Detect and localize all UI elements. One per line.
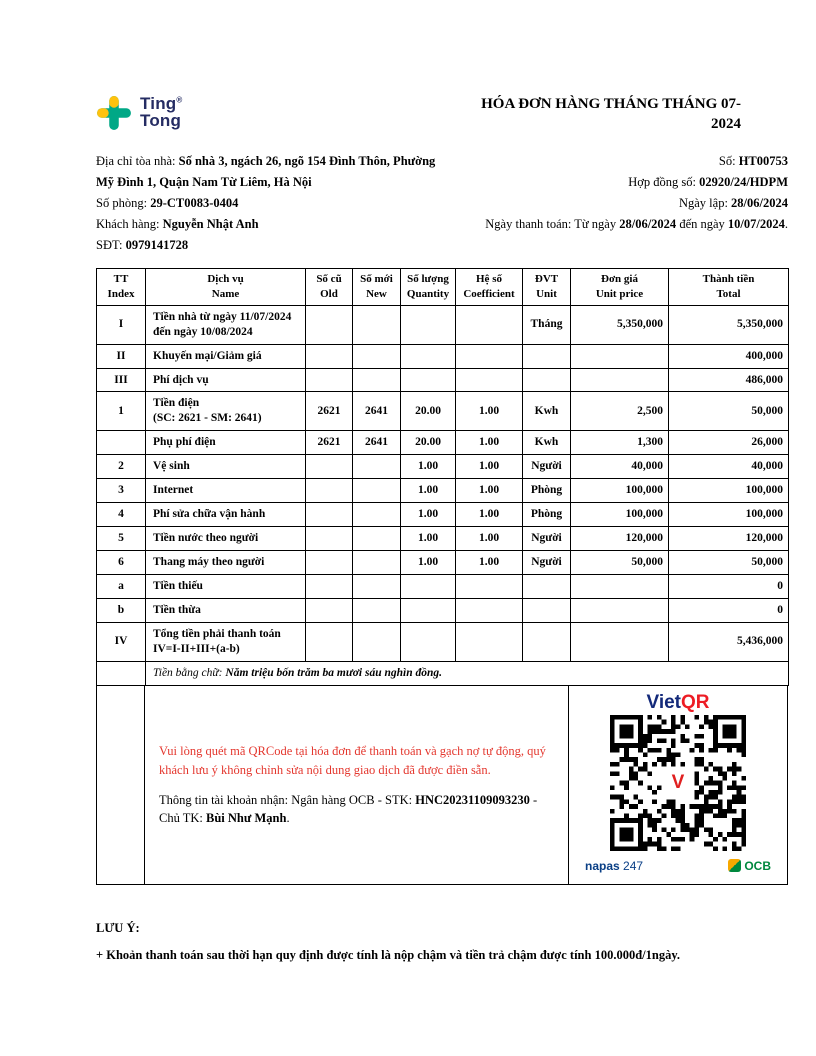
cell-index: IV — [97, 622, 146, 661]
column-header-unit: ĐVT Unit — [523, 269, 571, 306]
cell-index: I — [97, 305, 146, 344]
column-header-price: Đơn giá Unit price — [571, 269, 669, 306]
cell-old — [306, 551, 353, 575]
cell-index — [97, 661, 146, 685]
cell-new — [353, 598, 401, 622]
cell-unit: Phòng — [523, 479, 571, 503]
table-row — [97, 305, 789, 344]
cell-coef: 1.00 — [456, 527, 523, 551]
cell-old — [306, 305, 353, 344]
cell-name: Tiền nước theo người — [146, 527, 306, 551]
cell-total: 40,000 — [669, 455, 789, 479]
amount-in-words: Tiền bằng chữ: Năm triệu bốn trăm ba mươi sáu nghìn đồng. — [146, 661, 789, 685]
cell-price — [571, 368, 669, 392]
contract-number: Hợp đồng số: 02920/24/HDPM — [628, 175, 788, 189]
table-row — [97, 368, 789, 392]
customer-name-value: Nguyễn Nhật Anh — [162, 217, 259, 231]
cell-new: 2641 — [353, 431, 401, 455]
cell-new — [353, 479, 401, 503]
cell-price: 40,000 — [571, 455, 669, 479]
cell-index: 3 — [97, 479, 146, 503]
table-row — [97, 503, 789, 527]
cell-total: 0 — [669, 598, 789, 622]
cell-name: Tổng tiền phải thanh toán IV=I-II+III+(a-b) — [146, 622, 306, 661]
cell-qty — [401, 368, 456, 392]
qr-footer-logos — [569, 859, 787, 873]
vietqr-logo: VietQR — [646, 691, 710, 713]
cell-total: 100,000 — [669, 479, 789, 503]
late-payment-note: + Khoản thanh toán sau thời hạn quy định được tính là nộp chậm và tiền trả chậm được tính 100.000đ/1ngày. — [96, 948, 681, 963]
cell-total: 50,000 — [669, 551, 789, 575]
cell-name: Tiền nhà từ ngày 11/07/2024 đến ngày 10/08/2024 — [146, 305, 306, 344]
cell-coef: 1.00 — [456, 431, 523, 455]
tingtong-logo-icon — [96, 95, 132, 135]
ocb-icon — [728, 859, 741, 872]
customer-phone-value: 0979141728 — [125, 238, 189, 252]
cell-total: 400,000 — [669, 344, 789, 368]
table-row — [97, 551, 789, 575]
room-number — [96, 193, 474, 214]
cell-coef — [456, 574, 523, 598]
cell-index: 6 — [97, 551, 146, 575]
customer-phone-label: SĐT: — [96, 238, 123, 252]
invoice-meta-left — [96, 151, 474, 256]
column-header-new: Số mới New — [353, 269, 401, 306]
ocb-logo: OCB — [728, 859, 771, 873]
amount-in-words-row — [97, 661, 789, 685]
cell-total: 0 — [669, 574, 789, 598]
customer-name-label: Khách hàng: — [96, 217, 160, 231]
cell-price — [571, 344, 669, 368]
cell-old — [306, 598, 353, 622]
invoice-table-body — [97, 305, 789, 661]
cell-index: a — [97, 574, 146, 598]
cell-name: Phụ phí điện — [146, 431, 306, 455]
cell-new — [353, 455, 401, 479]
tingtong-logo — [96, 95, 182, 135]
cell-unit: Phòng — [523, 503, 571, 527]
header-row — [97, 269, 789, 306]
cell-qty: 1.00 — [401, 455, 456, 479]
cell-name: Vệ sinh — [146, 455, 306, 479]
customer-name — [96, 214, 474, 235]
table-row — [97, 392, 789, 431]
cell-index: II — [97, 344, 146, 368]
room-number-label: Số phòng: — [96, 196, 148, 210]
payment-section — [96, 685, 788, 885]
cell-unit: Người — [523, 455, 571, 479]
cell-total: 120,000 — [669, 527, 789, 551]
cell-old — [306, 622, 353, 661]
cell-qty: 1.00 — [401, 479, 456, 503]
cell-old — [306, 503, 353, 527]
cell-unit: Kwh — [523, 431, 571, 455]
cell-new — [353, 503, 401, 527]
cell-qty — [401, 598, 456, 622]
cell-new — [353, 344, 401, 368]
cell-new — [353, 622, 401, 661]
cell-old — [306, 574, 353, 598]
cell-old — [306, 527, 353, 551]
cell-total: 5,436,000 — [669, 622, 789, 661]
qr-panel — [569, 686, 787, 884]
cell-old — [306, 368, 353, 392]
cell-total: 100,000 — [669, 503, 789, 527]
cell-qty: 1.00 — [401, 551, 456, 575]
column-header-total: Thành tiền Total — [669, 269, 789, 306]
column-header-index: TT Index — [97, 269, 146, 306]
invoice-table-head — [97, 269, 789, 306]
cell-name: Tiền điện (SC: 2621 - SM: 2641) — [146, 392, 306, 431]
cell-qty: 1.00 — [401, 527, 456, 551]
footer-notes — [96, 919, 788, 966]
cell-price: 5,350,000 — [571, 305, 669, 344]
payment-section-spacer — [97, 686, 145, 884]
cell-price — [571, 574, 669, 598]
cell-index: b — [97, 598, 146, 622]
cell-new — [353, 551, 401, 575]
cell-qty — [401, 305, 456, 344]
cell-coef: 1.00 — [456, 455, 523, 479]
table-row — [97, 431, 789, 455]
cell-unit — [523, 368, 571, 392]
column-header-qty: Số lượng Quantity — [401, 269, 456, 306]
cell-unit — [523, 598, 571, 622]
cell-qty — [401, 344, 456, 368]
cell-coef — [456, 344, 523, 368]
cell-unit: Tháng — [523, 305, 571, 344]
tingtong-logo-text: Ting® Tong — [140, 94, 183, 131]
issue-date: Ngày lập: 28/06/2024 — [678, 196, 788, 210]
cell-qty: 20.00 — [401, 431, 456, 455]
cell-price: 1,300 — [571, 431, 669, 455]
cell-name: Khuyến mại/Giảm giá — [146, 344, 306, 368]
cell-new: 2641 — [353, 392, 401, 431]
cell-coef: 1.00 — [456, 503, 523, 527]
cell-new — [353, 574, 401, 598]
cell-old: 2621 — [306, 431, 353, 455]
cell-price — [571, 598, 669, 622]
cell-unit: Người — [523, 551, 571, 575]
cell-coef: 1.00 — [456, 392, 523, 431]
account-info: Thông tin tài khoản nhận: Ngân hàng OCB - STK: HNC20231109093230 - Chủ TK: Bùi Như Mạnh. — [159, 792, 538, 825]
cell-name: Phí sửa chữa vận hành — [146, 503, 306, 527]
cell-coef — [456, 598, 523, 622]
cell-name: Tiền thiếu — [146, 574, 306, 598]
table-row — [97, 455, 789, 479]
cell-coef — [456, 305, 523, 344]
payment-period: Ngày thanh toán: Từ ngày 28/06/2024 đến ngày 10/07/2024. — [485, 217, 788, 231]
account-holder: Bùi Như Mạnh — [206, 810, 287, 825]
invoice-meta-right — [474, 151, 788, 256]
cell-unit — [523, 622, 571, 661]
cell-new — [353, 527, 401, 551]
cell-index: 1 — [97, 392, 146, 431]
invoice-number: Số: HT00753 — [718, 154, 788, 168]
cell-index: 4 — [97, 503, 146, 527]
cell-price: 50,000 — [571, 551, 669, 575]
cell-name: Internet — [146, 479, 306, 503]
invoice-meta — [96, 151, 788, 256]
registered-mark: ® — [176, 95, 183, 105]
cell-index: 2 — [97, 455, 146, 479]
building-address-label: Địa chỉ tòa nhà: — [96, 154, 176, 168]
cell-old — [306, 344, 353, 368]
cell-qty: 20.00 — [401, 392, 456, 431]
note-title: LƯU Ý: — [96, 920, 140, 935]
qr-payment-notice: Vui lòng quét mã QRCode tại hóa đơn để thanh toán và gạch nợ tự động, quý khách lưu ý không chỉnh sửa nội dung giao dịch đã được điền sẵn. — [159, 744, 546, 777]
table-row — [97, 479, 789, 503]
cell-index: III — [97, 368, 146, 392]
cell-old — [306, 455, 353, 479]
cell-total: 26,000 — [669, 431, 789, 455]
cell-coef — [456, 368, 523, 392]
table-row — [97, 598, 789, 622]
cell-price: 2,500 — [571, 392, 669, 431]
building-address: Địa chỉ tòa nhà: Số nhà 3, ngách 26, ngõ 154 Đình Thôn, Phường Mỹ Đình 1, Quận Nam Từ Liêm, Hà Nội — [96, 154, 436, 189]
cell-qty: 1.00 — [401, 503, 456, 527]
column-header-name: Dịch vụ Name — [146, 269, 306, 306]
cell-name: Thang máy theo người — [146, 551, 306, 575]
table-row — [97, 622, 789, 661]
cell-unit: Người — [523, 527, 571, 551]
cell-name: Phí dịch vụ — [146, 368, 306, 392]
cell-coef: 1.00 — [456, 479, 523, 503]
cell-price: 100,000 — [571, 479, 669, 503]
invoice-title: HÓA ĐƠN HÀNG THÁNG THÁNG 07- 2024 — [481, 96, 741, 132]
cell-coef — [456, 622, 523, 661]
page-header — [96, 95, 788, 135]
column-header-coef: Hệ số Coefficient — [456, 269, 523, 306]
cell-old — [306, 479, 353, 503]
cell-name: Tiền thừa — [146, 598, 306, 622]
customer-phone — [96, 235, 474, 256]
cell-qty — [401, 574, 456, 598]
cell-index: 5 — [97, 527, 146, 551]
cell-new — [353, 305, 401, 344]
table-row — [97, 574, 789, 598]
account-number: HNC20231109093230 — [415, 792, 530, 807]
table-row — [97, 527, 789, 551]
qr-code — [610, 715, 746, 851]
table-row — [97, 344, 789, 368]
cell-price — [571, 622, 669, 661]
payment-instructions — [145, 686, 569, 884]
cell-qty — [401, 622, 456, 661]
cell-unit — [523, 574, 571, 598]
cell-coef: 1.00 — [456, 551, 523, 575]
napas-logo: napas 247 — [585, 858, 644, 873]
cell-unit — [523, 344, 571, 368]
cell-new — [353, 368, 401, 392]
cell-total: 5,350,000 — [669, 305, 789, 344]
cell-price: 100,000 — [571, 503, 669, 527]
cell-price: 120,000 — [571, 527, 669, 551]
cell-total: 50,000 — [669, 392, 789, 431]
vietqr-center-icon: V — [663, 768, 693, 798]
cell-unit: Kwh — [523, 392, 571, 431]
invoice-table-words — [97, 661, 789, 685]
room-number-value: 29-CT0083-0404 — [150, 196, 239, 210]
cell-index — [97, 431, 146, 455]
invoice-table — [96, 268, 789, 686]
cell-old: 2621 — [306, 392, 353, 431]
cell-total: 486,000 — [669, 368, 789, 392]
column-header-old: Số cũ Old — [306, 269, 353, 306]
